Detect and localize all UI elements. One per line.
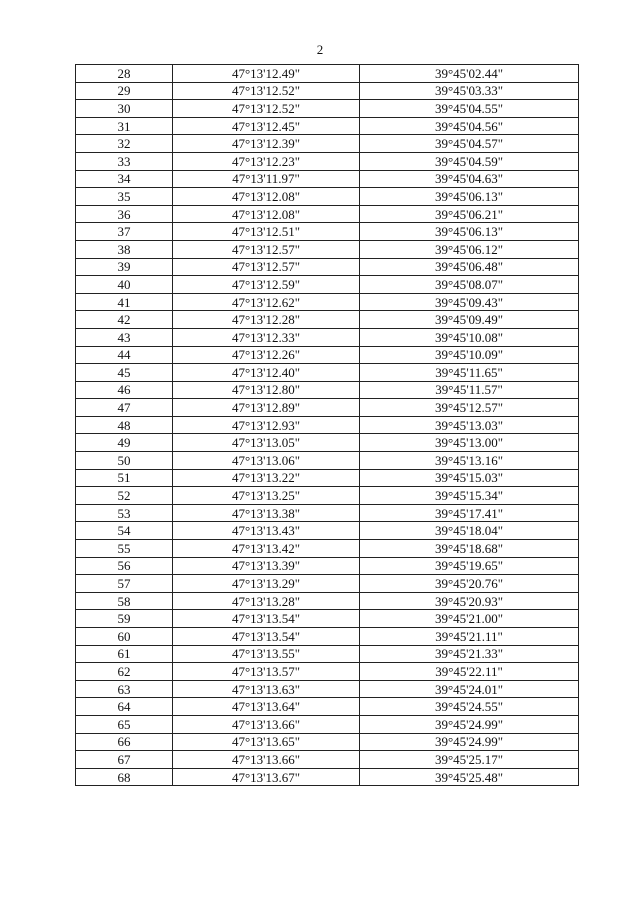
latitude-cell: 47°13'13.38" xyxy=(173,504,360,522)
point-number-cell: 41 xyxy=(76,293,173,311)
longitude-cell: 39°45'06.48" xyxy=(360,258,579,276)
longitude-cell: 39°45'25.48" xyxy=(360,768,579,786)
table-row xyxy=(76,504,579,522)
table-row xyxy=(76,522,579,540)
latitude-cell: 47°13'12.93" xyxy=(173,416,360,434)
table-row xyxy=(76,381,579,399)
point-number-cell: 59 xyxy=(76,610,173,628)
longitude-cell: 39°45'17.41" xyxy=(360,504,579,522)
table-row xyxy=(76,170,579,188)
latitude-cell: 47°13'13.22" xyxy=(173,469,360,487)
table-row xyxy=(76,663,579,681)
point-number-cell: 42 xyxy=(76,311,173,329)
point-number-cell: 31 xyxy=(76,117,173,135)
point-number-cell: 37 xyxy=(76,223,173,241)
longitude-cell: 39°45'24.99" xyxy=(360,715,579,733)
longitude-cell: 39°45'06.12" xyxy=(360,240,579,258)
latitude-cell: 47°13'13.28" xyxy=(173,592,360,610)
point-number-cell: 54 xyxy=(76,522,173,540)
longitude-cell: 39°45'18.04" xyxy=(360,522,579,540)
point-number-cell: 32 xyxy=(76,135,173,153)
point-number-cell: 58 xyxy=(76,592,173,610)
table-row xyxy=(76,715,579,733)
latitude-cell: 47°13'13.66" xyxy=(173,715,360,733)
latitude-cell: 47°13'13.42" xyxy=(173,540,360,558)
longitude-cell: 39°45'13.03" xyxy=(360,416,579,434)
table-row xyxy=(76,205,579,223)
longitude-cell: 39°45'04.63" xyxy=(360,170,579,188)
point-number-cell: 62 xyxy=(76,663,173,681)
longitude-cell: 39°45'19.65" xyxy=(360,557,579,575)
longitude-cell: 39°45'20.76" xyxy=(360,575,579,593)
longitude-cell: 39°45'04.57" xyxy=(360,135,579,153)
longitude-cell: 39°45'24.01" xyxy=(360,680,579,698)
table-row xyxy=(76,452,579,470)
longitude-cell: 39°45'21.11" xyxy=(360,628,579,646)
longitude-cell: 39°45'15.03" xyxy=(360,469,579,487)
point-number-cell: 43 xyxy=(76,328,173,346)
table-row xyxy=(76,434,579,452)
table-row xyxy=(76,487,579,505)
longitude-cell: 39°45'15.34" xyxy=(360,487,579,505)
table-row xyxy=(76,188,579,206)
table-row xyxy=(76,628,579,646)
latitude-cell: 47°13'13.64" xyxy=(173,698,360,716)
table-row xyxy=(76,610,579,628)
table-row xyxy=(76,540,579,558)
longitude-cell: 39°45'10.09" xyxy=(360,346,579,364)
longitude-cell: 39°45'25.17" xyxy=(360,751,579,769)
table-row xyxy=(76,416,579,434)
table-row xyxy=(76,223,579,241)
latitude-cell: 47°13'13.06" xyxy=(173,452,360,470)
latitude-cell: 47°13'12.08" xyxy=(173,188,360,206)
longitude-cell: 39°45'24.99" xyxy=(360,733,579,751)
longitude-cell: 39°45'04.59" xyxy=(360,152,579,170)
table-row xyxy=(76,276,579,294)
latitude-cell: 47°13'13.54" xyxy=(173,628,360,646)
table-row xyxy=(76,65,579,83)
table-row xyxy=(76,258,579,276)
longitude-cell: 39°45'02.44" xyxy=(360,65,579,83)
longitude-cell: 39°45'24.55" xyxy=(360,698,579,716)
point-number-cell: 51 xyxy=(76,469,173,487)
point-number-cell: 52 xyxy=(76,487,173,505)
longitude-cell: 39°45'04.56" xyxy=(360,117,579,135)
latitude-cell: 47°13'12.52" xyxy=(173,100,360,118)
longitude-cell: 39°45'20.93" xyxy=(360,592,579,610)
longitude-cell: 39°45'10.08" xyxy=(360,328,579,346)
longitude-cell: 39°45'09.43" xyxy=(360,293,579,311)
point-number-cell: 56 xyxy=(76,557,173,575)
latitude-cell: 47°13'12.51" xyxy=(173,223,360,241)
longitude-cell: 39°45'04.55" xyxy=(360,100,579,118)
longitude-cell: 39°45'06.21" xyxy=(360,205,579,223)
point-number-cell: 39 xyxy=(76,258,173,276)
point-number-cell: 46 xyxy=(76,381,173,399)
latitude-cell: 47°13'12.26" xyxy=(173,346,360,364)
latitude-cell: 47°13'13.66" xyxy=(173,751,360,769)
table-row xyxy=(76,469,579,487)
point-number-cell: 67 xyxy=(76,751,173,769)
point-number-cell: 30 xyxy=(76,100,173,118)
latitude-cell: 47°13'12.57" xyxy=(173,240,360,258)
latitude-cell: 47°13'13.55" xyxy=(173,645,360,663)
longitude-cell: 39°45'06.13" xyxy=(360,188,579,206)
table-row xyxy=(76,135,579,153)
point-number-cell: 45 xyxy=(76,364,173,382)
longitude-cell: 39°45'08.07" xyxy=(360,276,579,294)
point-number-cell: 29 xyxy=(76,82,173,100)
latitude-cell: 47°13'12.62" xyxy=(173,293,360,311)
point-number-cell: 28 xyxy=(76,65,173,83)
longitude-cell: 39°45'11.65" xyxy=(360,364,579,382)
point-number-cell: 34 xyxy=(76,170,173,188)
latitude-cell: 47°13'13.65" xyxy=(173,733,360,751)
table-row xyxy=(76,82,579,100)
point-number-cell: 63 xyxy=(76,680,173,698)
latitude-cell: 47°13'12.28" xyxy=(173,311,360,329)
table-row xyxy=(76,557,579,575)
point-number-cell: 48 xyxy=(76,416,173,434)
point-number-cell: 68 xyxy=(76,768,173,786)
longitude-cell: 39°45'18.68" xyxy=(360,540,579,558)
longitude-cell: 39°45'12.57" xyxy=(360,399,579,417)
point-number-cell: 44 xyxy=(76,346,173,364)
table-row xyxy=(76,592,579,610)
table-row xyxy=(76,311,579,329)
latitude-cell: 47°13'12.52" xyxy=(173,82,360,100)
table-row xyxy=(76,346,579,364)
latitude-cell: 47°13'13.54" xyxy=(173,610,360,628)
latitude-cell: 47°13'12.49" xyxy=(173,65,360,83)
coordinates-table-body xyxy=(76,65,579,786)
latitude-cell: 47°13'13.43" xyxy=(173,522,360,540)
latitude-cell: 47°13'12.33" xyxy=(173,328,360,346)
latitude-cell: 47°13'12.45" xyxy=(173,117,360,135)
coordinates-table xyxy=(75,64,579,786)
point-number-cell: 33 xyxy=(76,152,173,170)
point-number-cell: 64 xyxy=(76,698,173,716)
longitude-cell: 39°45'22.11" xyxy=(360,663,579,681)
longitude-cell: 39°45'21.00" xyxy=(360,610,579,628)
point-number-cell: 61 xyxy=(76,645,173,663)
latitude-cell: 47°13'13.25" xyxy=(173,487,360,505)
table-row xyxy=(76,575,579,593)
latitude-cell: 47°13'13.63" xyxy=(173,680,360,698)
table-row xyxy=(76,328,579,346)
longitude-cell: 39°45'21.33" xyxy=(360,645,579,663)
longitude-cell: 39°45'06.13" xyxy=(360,223,579,241)
point-number-cell: 49 xyxy=(76,434,173,452)
longitude-cell: 39°45'13.00" xyxy=(360,434,579,452)
longitude-cell: 39°45'11.57" xyxy=(360,381,579,399)
latitude-cell: 47°13'12.08" xyxy=(173,205,360,223)
point-number-cell: 47 xyxy=(76,399,173,417)
latitude-cell: 47°13'12.23" xyxy=(173,152,360,170)
table-row xyxy=(76,152,579,170)
table-row xyxy=(76,364,579,382)
latitude-cell: 47°13'12.80" xyxy=(173,381,360,399)
latitude-cell: 47°13'13.57" xyxy=(173,663,360,681)
page-number: 2 xyxy=(316,42,324,57)
latitude-cell: 47°13'12.57" xyxy=(173,258,360,276)
point-number-cell: 57 xyxy=(76,575,173,593)
point-number-cell: 60 xyxy=(76,628,173,646)
point-number-cell: 38 xyxy=(76,240,173,258)
point-number-cell: 50 xyxy=(76,452,173,470)
table-row xyxy=(76,645,579,663)
latitude-cell: 47°13'13.67" xyxy=(173,768,360,786)
table-row xyxy=(76,733,579,751)
point-number-cell: 66 xyxy=(76,733,173,751)
longitude-cell: 39°45'09.49" xyxy=(360,311,579,329)
latitude-cell: 47°13'11.97" xyxy=(173,170,360,188)
point-number-cell: 35 xyxy=(76,188,173,206)
table-row xyxy=(76,293,579,311)
latitude-cell: 47°13'12.89" xyxy=(173,399,360,417)
latitude-cell: 47°13'12.59" xyxy=(173,276,360,294)
point-number-cell: 53 xyxy=(76,504,173,522)
latitude-cell: 47°13'12.39" xyxy=(173,135,360,153)
table-row xyxy=(76,399,579,417)
latitude-cell: 47°13'13.39" xyxy=(173,557,360,575)
table-row xyxy=(76,768,579,786)
table-row xyxy=(76,698,579,716)
table-row xyxy=(76,680,579,698)
table-row xyxy=(76,240,579,258)
table-row xyxy=(76,117,579,135)
latitude-cell: 47°13'12.40" xyxy=(173,364,360,382)
point-number-cell: 55 xyxy=(76,540,173,558)
longitude-cell: 39°45'13.16" xyxy=(360,452,579,470)
latitude-cell: 47°13'13.29" xyxy=(173,575,360,593)
point-number-cell: 36 xyxy=(76,205,173,223)
table-row xyxy=(76,100,579,118)
latitude-cell: 47°13'13.05" xyxy=(173,434,360,452)
point-number-cell: 40 xyxy=(76,276,173,294)
table-row xyxy=(76,751,579,769)
point-number-cell: 65 xyxy=(76,715,173,733)
longitude-cell: 39°45'03.33" xyxy=(360,82,579,100)
